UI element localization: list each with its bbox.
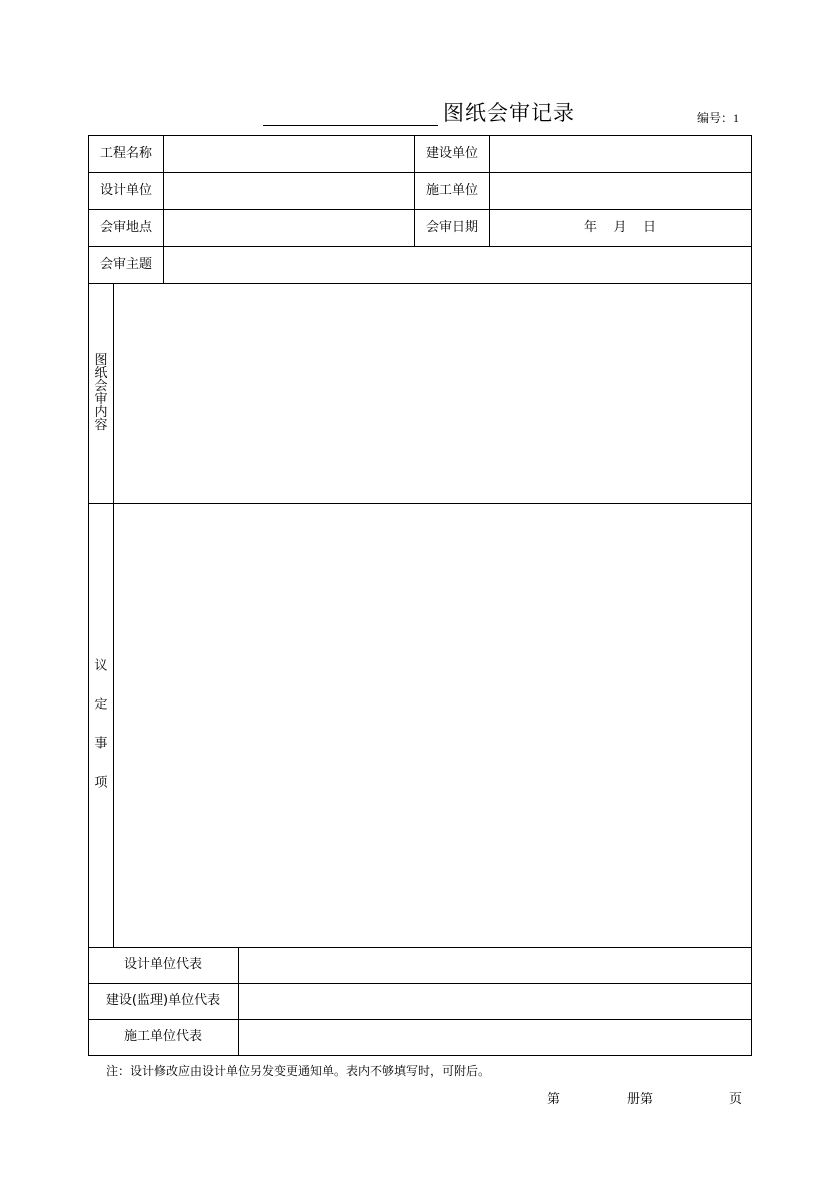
agreed-items-char: 事	[94, 736, 108, 752]
agreed-items-char: 议	[94, 658, 108, 674]
volume-page-separator: 册第	[627, 1092, 654, 1107]
design-rep-label: 设计单位代表	[123, 957, 203, 972]
project-name-label: 工程名称	[99, 146, 153, 161]
location-label: 会审地点	[99, 220, 153, 235]
review-content-field[interactable]	[114, 284, 751, 503]
footer-note: 注：设计修改应由设计单位另发变更通知单。表内不够填写时，可附后。	[106, 1064, 491, 1078]
agreed-items-field[interactable]	[114, 504, 751, 947]
date-label: 会审日期	[425, 220, 479, 235]
review-content-label: 图纸会审内容	[94, 353, 108, 433]
project-name-field[interactable]	[164, 136, 414, 172]
date-field[interactable]: 年 月 日	[583, 220, 657, 235]
supervision-rep-label: 建设(监理)单位代表	[105, 993, 221, 1008]
design-unit-label: 设计单位	[99, 183, 153, 198]
design-rep-field[interactable]	[239, 948, 751, 983]
topic-field[interactable]	[164, 247, 751, 283]
construction-unit-field[interactable]	[490, 173, 751, 209]
serial-number	[697, 109, 739, 126]
volume-prefix: 第	[547, 1092, 561, 1107]
design-unit-field[interactable]	[164, 173, 414, 209]
column-divider	[414, 135, 415, 246]
serial-value: 1	[733, 111, 740, 125]
agreed-items-char: 项	[94, 775, 108, 791]
agreed-items-label	[94, 659, 108, 792]
page-suffix: 页	[729, 1092, 743, 1107]
location-field[interactable]	[164, 210, 414, 246]
client-label: 建设单位	[425, 146, 479, 161]
construction-rep-label: 施工单位代表	[123, 1029, 203, 1044]
supervision-rep-field[interactable]	[239, 984, 751, 1019]
client-field[interactable]	[490, 136, 751, 172]
construction-unit-label: 施工单位	[425, 183, 479, 198]
construction-rep-field[interactable]	[239, 1020, 751, 1055]
agreed-items-char: 定	[94, 697, 108, 713]
topic-label: 会审主题	[99, 257, 153, 272]
page-title: 图纸会审记录	[443, 101, 575, 125]
project-name-underline	[263, 125, 438, 126]
serial-label: 编号：	[697, 111, 734, 125]
